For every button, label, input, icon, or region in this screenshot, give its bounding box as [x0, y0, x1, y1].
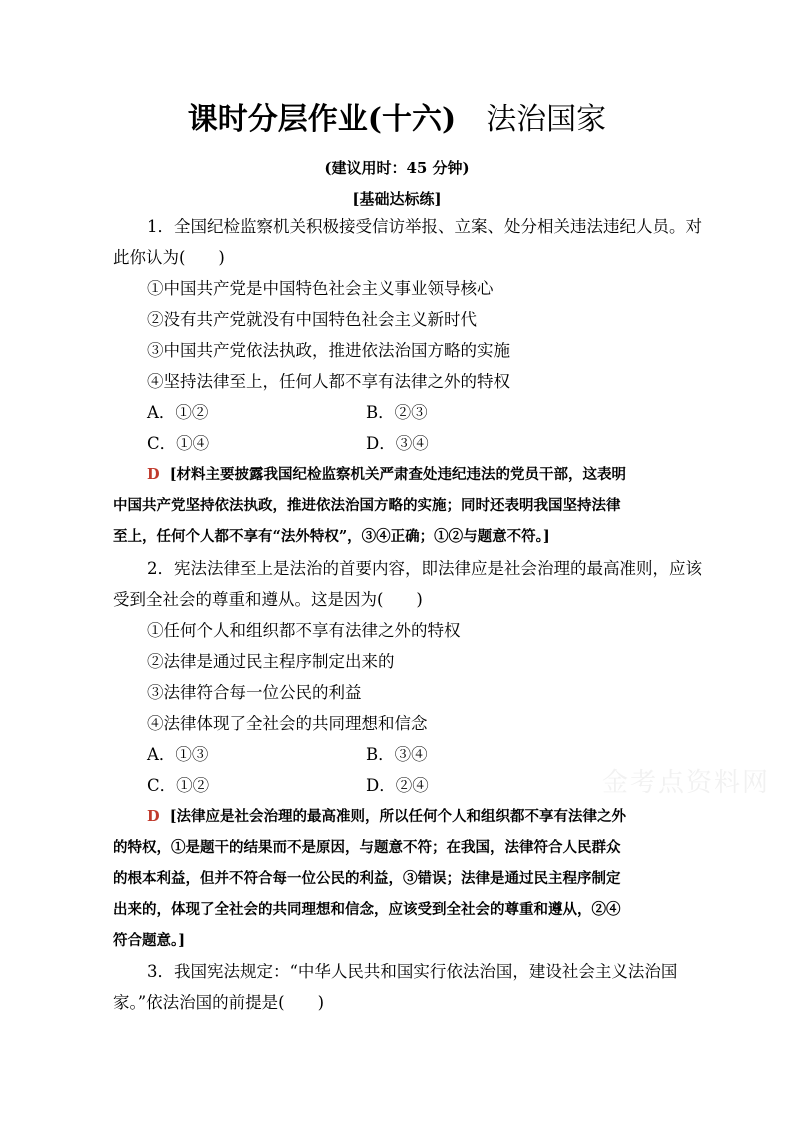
q2-option-b: B．③④ — [366, 745, 428, 764]
q1-answer-line-1 — [147, 465, 626, 485]
q1-answer-letter: D — [147, 466, 160, 483]
q2-item-3: ③法律符合每一位公民的利益 — [147, 683, 362, 702]
title-main: 课时分层作业(十六) — [187, 102, 457, 137]
q2-option-a: A．①③ — [147, 745, 209, 764]
q3-stem-line-1: 3．我国宪法规定：“中华人民共和国实行依法治国，建设社会主义法治国 — [147, 962, 678, 981]
section-heading: [基础达标练] — [352, 190, 442, 208]
q1-stem-line-1: 1．全国纪检监察机关积极接受信访举报、立案、处分相关违法违纪人员。对 — [147, 217, 702, 236]
watermark: 金考点资料网 — [602, 768, 771, 798]
q2-answer-line-4: 出来的，体现了全社会的共同理想和信念，应该受到全社会的尊重和遵从，②④ — [113, 901, 621, 918]
q2-item-1: ①任何个人和组织都不享有法律之外的特权 — [147, 621, 461, 640]
q3-stem-line-2: 家。”依法治国的前提是( ) — [113, 993, 325, 1012]
q1-option-b: B．②③ — [366, 403, 428, 422]
q1-item-1: ①中国共产党是中国特色社会主义事业领导核心 — [147, 279, 494, 298]
q2-answer-text-1: [法律应是社会治理的最高准则，所以任何个人和组织都不享有法律之外 — [169, 808, 627, 825]
q1-option-a: A．①② — [147, 403, 209, 422]
q1-item-2: ②没有共产党就没有中国特色社会主义新时代 — [147, 310, 477, 329]
page-title — [0, 94, 794, 138]
q1-item-3: ③中国共产党依法执政，推进依法治国方略的实施 — [147, 341, 510, 360]
q1-item-4: ④坚持法律至上，任何人都不享有法律之外的特权 — [147, 372, 510, 391]
q1-answer-line-2: 中国共产党坚持依法执政，推进依法治国方略的实施；同时还表明我国坚持法律 — [113, 497, 621, 514]
q1-option-c: C．①④ — [147, 434, 210, 453]
q2-answer-line-5: 符合题意。] — [113, 932, 186, 949]
q2-item-2: ②法律是通过民主程序制定出来的 — [147, 652, 395, 671]
q2-stem-line-1: 2．宪法法律至上是法治的首要内容，即法律应是社会治理的最高准则，应该 — [147, 559, 702, 578]
q2-option-c: C．①② — [147, 776, 210, 795]
title-sub: 法治国家 — [486, 102, 607, 137]
q1-answer-line-3: 至上，任何个人都不享有“法外特权”，③④正确；①②与题意不符。] — [113, 528, 550, 545]
q2-answer-line-1 — [147, 807, 626, 827]
q2-stem-line-2: 受到全社会的尊重和遵从。这是因为( ) — [113, 590, 423, 609]
q1-answer-text-1: [材料主要披露我国纪检监察机关严肃查处违纪违法的党员干部，这表明 — [169, 466, 627, 483]
q1-option-d: D．③④ — [366, 434, 429, 453]
q2-answer-line-2: 的特权，①是题干的结果而不是原因，与题意不符；在我国，法律符合人民群众 — [113, 839, 621, 856]
q1-stem-line-2: 此你认为( ) — [113, 248, 225, 267]
q2-option-d: D．②④ — [366, 776, 429, 795]
time-note: (建议用时：45 分钟) — [324, 159, 470, 177]
q2-answer-letter: D — [147, 808, 160, 825]
q2-item-4: ④法律体现了全社会的共同理想和信念 — [147, 714, 428, 733]
q2-answer-line-3: 的根本利益，但并不符合每一位公民的利益，③错误；法律是通过民主程序制定 — [113, 870, 621, 887]
